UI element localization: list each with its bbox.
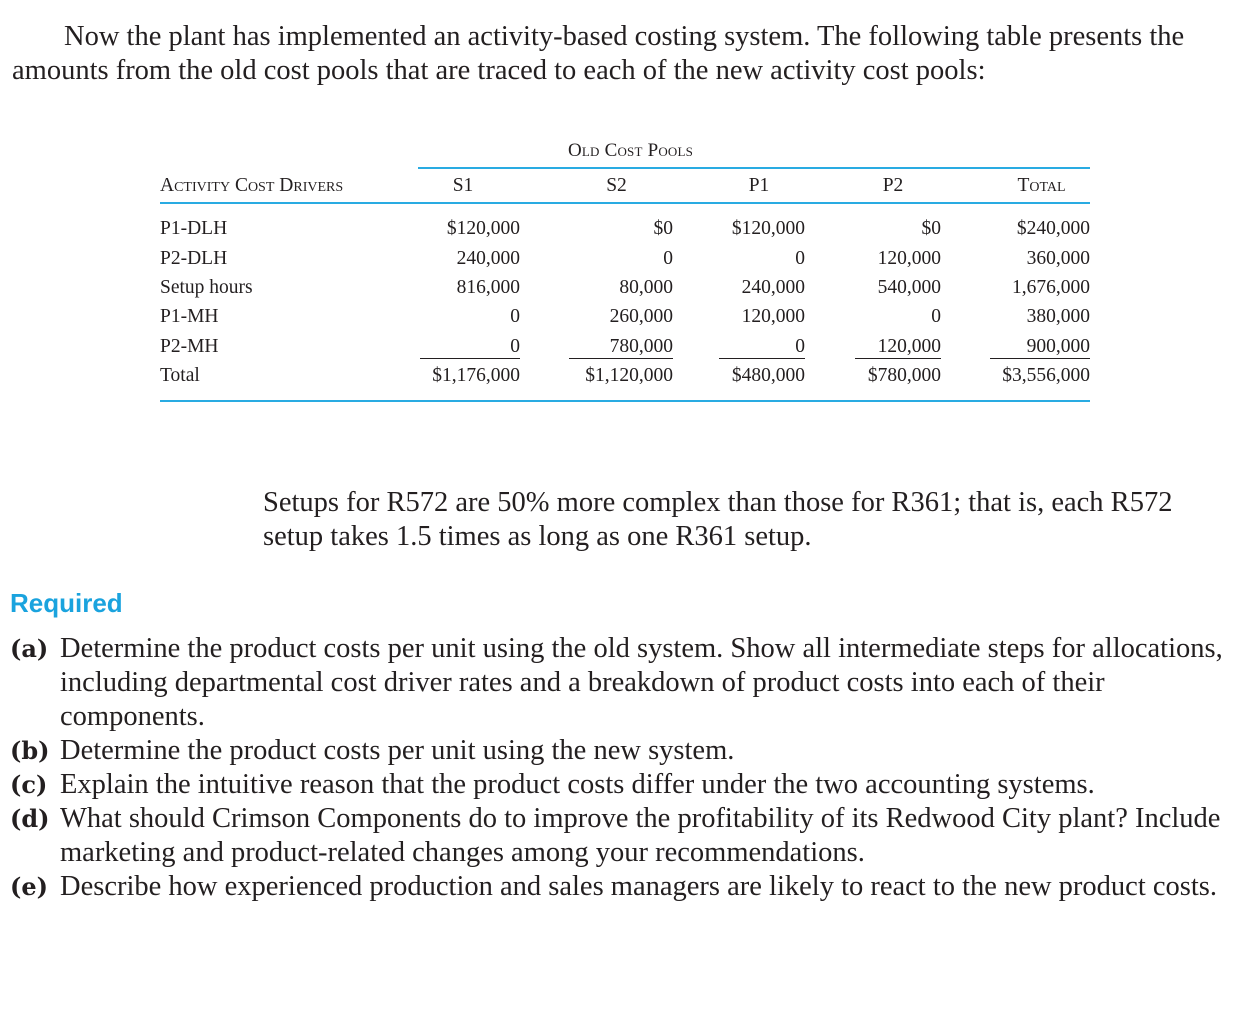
item-marker: (b) [10, 736, 50, 765]
intro-paragraph: Now the plant has implemented an activity-based costing system. The following table presents the amounts from the old cost pools that are traced to each of the new activity cost pools: [12, 21, 1185, 86]
cell-total: 360,000 [1026, 247, 1090, 269]
col-header-s2: S2 [606, 175, 627, 196]
cell-total: 1,676,000 [1012, 276, 1090, 298]
cell-p1: $480,000 [731, 365, 805, 387]
cell-s2: 80,000 [619, 276, 673, 298]
row-label: Total [160, 365, 200, 387]
item-text: Explain the intuitive reason that the product costs differ under the two accounting systems. [60, 769, 1095, 800]
cell-total: $3,556,000 [1002, 365, 1090, 387]
item-text: Determine the product costs per unit using the new system. [60, 735, 735, 766]
col-header-s1: S1 [452, 175, 474, 196]
table-row [160, 273, 1090, 302]
cell-p1: $120,000 [731, 218, 805, 240]
list-item [10, 768, 1238, 802]
item-text: Determine the product costs per unit using the old system. Show all intermediate steps for allocations, including departmental cost driver rates and a breakdown of product costs into each of their components. [60, 633, 1223, 732]
cell-p1: 240,000 [741, 276, 805, 298]
row-label: P2-MH [160, 335, 219, 357]
cell-total: $240,000 [1016, 218, 1090, 240]
list-item [10, 802, 1238, 870]
cell-p2: $0 [921, 218, 941, 240]
cell-s2: $0 [653, 218, 673, 240]
item-marker: (a) [10, 634, 49, 663]
list-item [10, 734, 1238, 768]
group-header-rule [418, 167, 1090, 169]
cell-p2: 540,000 [877, 276, 941, 298]
cell-p2: $780,000 [867, 365, 941, 387]
item-marker: (e) [10, 872, 48, 901]
cell-s1: 816,000 [456, 276, 520, 298]
item-text: Describe how experienced production and sales managers are likely to react to the new product costs. [60, 871, 1217, 902]
col-header-activity: Activity Cost Drivers [160, 175, 344, 196]
row-label: Setup hours [160, 276, 253, 298]
required-heading: Required [10, 588, 123, 618]
underlined-value: 0 [420, 336, 520, 359]
list-item [10, 870, 1238, 904]
cell-p2: 120,000 [877, 247, 941, 269]
table-bottom-rule [160, 400, 1090, 402]
table-row [160, 302, 1090, 331]
old-cost-pools-header: Old Cost Pools [568, 140, 694, 161]
item-text: What should Crimson Components do to improve the profitability of its Redwood City plant? Include marketing and product-related changes among your recommendations. [60, 803, 1221, 868]
cell-s2: 0 [663, 247, 673, 269]
cell-s1: $1,176,000 [432, 365, 520, 387]
table-row [160, 202, 1090, 243]
col-header-p1: P1 [748, 175, 770, 196]
row-label: P1-DLH [160, 218, 228, 240]
item-marker: (c) [10, 770, 48, 799]
underlined-value: 0 [719, 336, 805, 359]
cell-p1 [673, 332, 805, 361]
cell-total: 380,000 [1026, 306, 1090, 328]
underlined-value: 900,000 [990, 336, 1090, 359]
underlined-value: 780,000 [569, 336, 673, 359]
table-row [160, 243, 1090, 272]
cell-s2: $1,120,000 [585, 365, 673, 387]
cell-p1: 120,000 [741, 306, 805, 328]
col-header-total: Total [1017, 175, 1066, 196]
cost-pool-table [160, 170, 1090, 390]
row-label: P2-DLH [160, 247, 228, 269]
table-header-row [160, 170, 1090, 202]
cell-s2 [520, 332, 673, 361]
col-header-p2: P2 [882, 175, 904, 196]
list-item [10, 632, 1238, 734]
cell-p1: 0 [795, 247, 805, 269]
setup-complexity-note: Setups for R572 are 50% more complex than those for R361; that is, each R572 setup takes 1.5 times as long as one R361 setup. [263, 487, 1173, 552]
cell-total [941, 332, 1090, 361]
cell-s1: 240,000 [456, 247, 520, 269]
table-row-total [160, 361, 1090, 390]
cell-s1: 0 [510, 306, 520, 328]
row-label: P1-MH [160, 306, 219, 328]
cell-s1: $120,000 [446, 218, 520, 240]
cell-p2: 0 [931, 306, 941, 328]
cell-s1 [360, 332, 520, 361]
required-list [10, 632, 1238, 904]
cell-p2 [805, 332, 941, 361]
underlined-value: 120,000 [855, 336, 941, 359]
table-row [160, 332, 1090, 361]
cell-s2: 260,000 [609, 306, 673, 328]
item-marker: (d) [10, 804, 50, 833]
